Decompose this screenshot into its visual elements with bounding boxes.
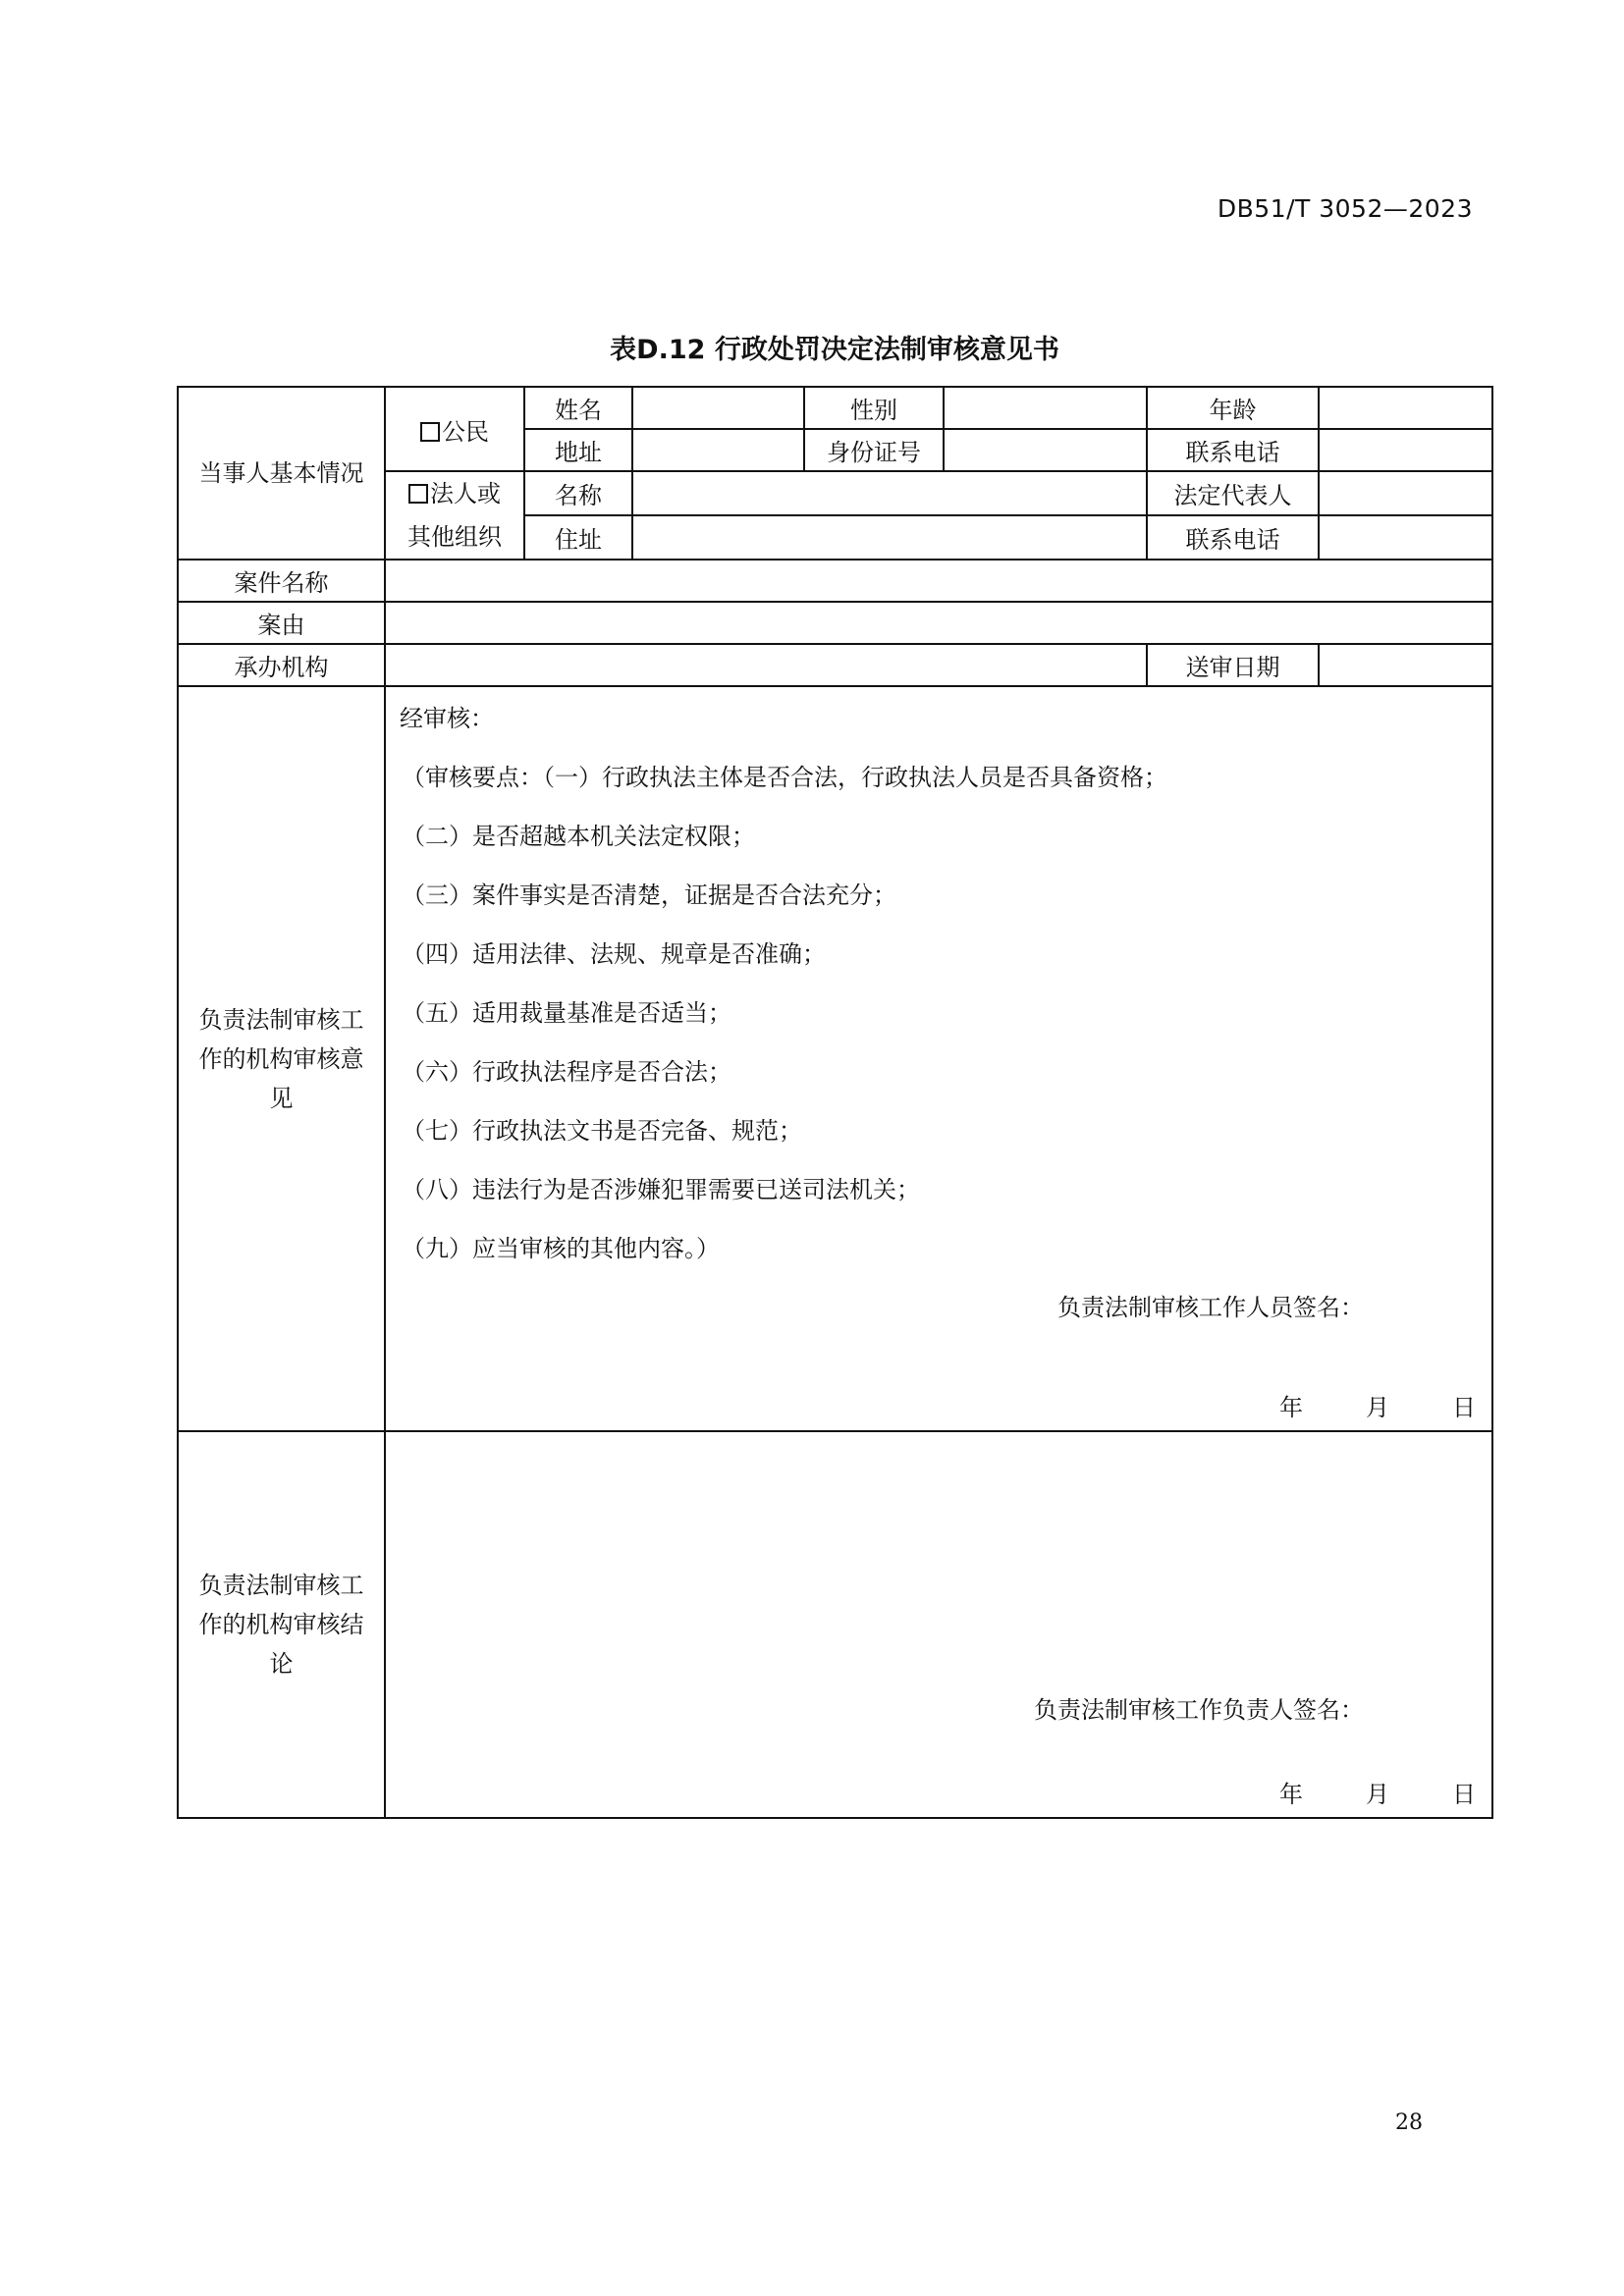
organization-checkbox[interactable] — [408, 484, 428, 504]
org-label-line2: 其他组织 — [407, 523, 502, 551]
legal-rep-field[interactable] — [1319, 471, 1492, 515]
residence-label: 住址 — [524, 515, 632, 560]
review-point: （五）适用裁量基准是否适当； — [402, 999, 731, 1027]
agency-label: 承办机构 — [178, 644, 385, 686]
document-code: DB51/T 3052—2023 — [1217, 194, 1473, 223]
gender-field[interactable] — [944, 387, 1147, 429]
review-point: （二）是否超越本机关法定权限； — [402, 823, 755, 850]
review-opinion-form — [177, 386, 1493, 1819]
review-point: （八）违法行为是否涉嫌犯罪需要已送司法机关； — [402, 1176, 920, 1203]
case-cause-field[interactable] — [385, 602, 1492, 644]
name-field[interactable] — [632, 387, 804, 429]
head-signature-label: 负责法制审核工作负责人签名： — [1034, 1696, 1364, 1724]
citizen-option[interactable] — [385, 387, 524, 471]
id-number-field[interactable] — [944, 429, 1147, 471]
organization-option[interactable] — [385, 471, 524, 560]
phone-field[interactable] — [1319, 429, 1492, 471]
case-name-field[interactable] — [385, 560, 1492, 602]
form-title: 表D.12 行政处罚决定法制审核意见书 — [610, 335, 1059, 365]
org-label-line1: 法人或 — [430, 480, 501, 507]
conclusion-label: 负责法制审核工作的机构审核结论 — [178, 1431, 385, 1818]
phone-label: 联系电话 — [1147, 429, 1319, 471]
year-label: 年 — [1279, 1781, 1303, 1808]
age-label: 年龄 — [1147, 387, 1319, 429]
month-label: 月 — [1366, 1394, 1389, 1421]
review-point: （审核要点：（一）行政执法主体是否合法，行政执法人员是否具备资格； — [402, 764, 1167, 791]
residence-field[interactable] — [632, 515, 1147, 560]
org-name-label: 名称 — [524, 471, 632, 515]
review-point: （九）应当审核的其他内容。） — [402, 1235, 720, 1262]
conclusion-cell[interactable] — [385, 1431, 1492, 1818]
opinion-cell[interactable] — [385, 686, 1492, 1431]
page-number: 28 — [1395, 2110, 1423, 2135]
party-section-label: 当事人基本情况 — [178, 387, 385, 560]
case-cause-label: 案由 — [178, 602, 385, 644]
gender-label: 性别 — [804, 387, 944, 429]
address-label: 地址 — [524, 429, 632, 471]
day-label: 日 — [1452, 1781, 1476, 1808]
review-point: （四）适用法律、法规、规章是否准确； — [402, 940, 826, 968]
submit-date-label: 送审日期 — [1147, 644, 1319, 686]
day-label: 日 — [1452, 1394, 1476, 1421]
id-number-label: 身份证号 — [804, 429, 944, 471]
opinion-label: 负责法制审核工作的机构审核意见 — [178, 686, 385, 1431]
org-phone-label: 联系电话 — [1147, 515, 1319, 560]
name-label: 姓名 — [524, 387, 632, 429]
review-point: （六）行政执法程序是否合法； — [402, 1058, 731, 1086]
conclusion-date — [1279, 1775, 1476, 1809]
reviewer-signature-label: 负责法制审核工作人员签名： — [1057, 1294, 1364, 1321]
month-label: 月 — [1366, 1781, 1389, 1808]
submit-date-field[interactable] — [1319, 644, 1492, 686]
legal-rep-label: 法定代表人 — [1147, 471, 1319, 515]
age-field[interactable] — [1319, 387, 1492, 429]
opinion-date — [1279, 1388, 1476, 1422]
case-name-label: 案件名称 — [178, 560, 385, 602]
agency-field[interactable] — [385, 644, 1147, 686]
review-point: （七）行政执法文书是否完备、规范； — [402, 1117, 802, 1145]
citizen-checkbox[interactable] — [420, 422, 440, 442]
review-point: （三）案件事实是否清楚，证据是否合法充分； — [402, 881, 896, 909]
citizen-label: 公民 — [442, 417, 489, 446]
opinion-lead: 经审核： — [400, 705, 494, 732]
address-field[interactable] — [632, 429, 804, 471]
org-name-field[interactable] — [632, 471, 1147, 515]
org-phone-field[interactable] — [1319, 515, 1492, 560]
year-label: 年 — [1279, 1394, 1303, 1421]
